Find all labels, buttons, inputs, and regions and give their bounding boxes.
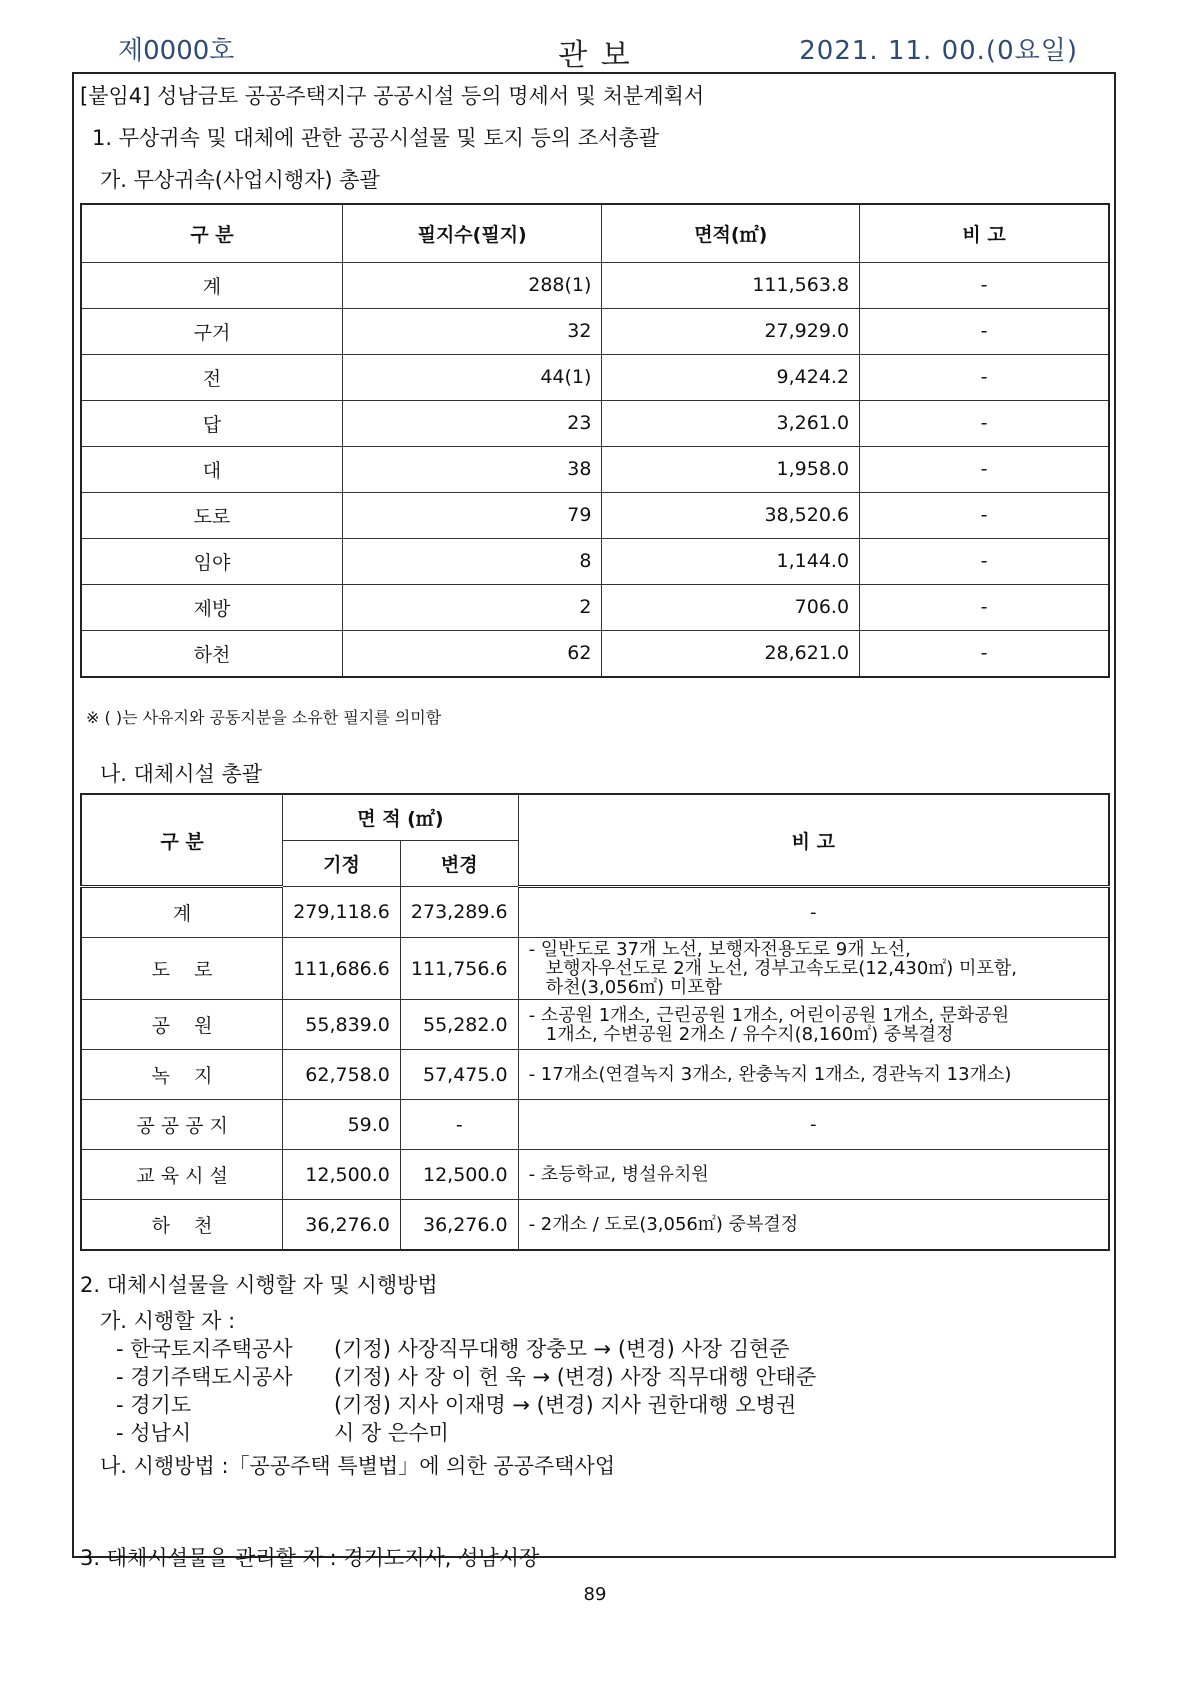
category-cell: 구거 [81, 308, 342, 354]
remark-cell: - [860, 630, 1109, 677]
table-header-row [81, 204, 1109, 262]
header-date: 2021. 11. 00.(0요일) [799, 36, 1078, 66]
remark-line: - 소공원 1개소, 근린공원 1개소, 어린이공원 1개소, 문화공원 [528, 1004, 1010, 1026]
executor-desc: 시 장 은수미 [334, 1421, 449, 1445]
category-cell: 녹 지 [81, 1050, 283, 1100]
remark-line: - 17개소(연결녹지 3개소, 완충녹지 1개소, 경관녹지 13개소) [528, 1064, 1012, 1085]
table-row [81, 584, 1109, 630]
page-number: 89 [583, 1584, 607, 1605]
table-row [81, 538, 1109, 584]
table-row [81, 262, 1109, 308]
category-cell: 도 로 [81, 938, 283, 1000]
remark-cell [518, 1150, 1109, 1200]
parcels-cell: 79 [342, 492, 602, 538]
remark-cell: - [860, 584, 1109, 630]
table-row [81, 492, 1109, 538]
after-area-cell: 55,282.0 [400, 1000, 518, 1050]
col-remark: 비 고 [860, 204, 1109, 262]
section2-sub-a: 가. 시행할 자 : [100, 1309, 236, 1333]
after-area-cell: - [400, 1100, 518, 1150]
col-after: 변경 [400, 841, 518, 887]
table-row [81, 1000, 1109, 1050]
table-row [81, 1200, 1109, 1251]
remark-line: - [810, 902, 817, 923]
after-area-cell: 57,475.0 [400, 1050, 518, 1100]
table-row [81, 1050, 1109, 1100]
remark-cell: - [860, 262, 1109, 308]
before-area-cell: 55,839.0 [283, 1000, 401, 1050]
before-area-cell: 279,118.6 [283, 887, 401, 938]
remark-cell [518, 1000, 1109, 1050]
category-cell: 계 [81, 262, 342, 308]
col-parcels: 필지수(필지) [342, 204, 602, 262]
parcels-cell: 8 [342, 538, 602, 584]
after-area-cell: 12,500.0 [400, 1150, 518, 1200]
parcels-cell: 32 [342, 308, 602, 354]
col-category: 구 분 [81, 794, 283, 887]
category-cell: 답 [81, 400, 342, 446]
after-area-cell: 273,289.6 [400, 887, 518, 938]
before-area-cell: 62,758.0 [283, 1050, 401, 1100]
section3-title: 3. 대체시설물을 관리할 자 : 경기도지사, 성남시장 [80, 1546, 540, 1570]
parcels-cell: 38 [342, 446, 602, 492]
after-area-cell: 36,276.0 [400, 1200, 518, 1251]
header-issue: 제0000호 [118, 36, 235, 66]
category-cell: 하 천 [81, 1200, 283, 1251]
parcels-cell: 288(1) [342, 262, 602, 308]
executor-org: - 경기도 [116, 1393, 192, 1417]
parcels-cell: 44(1) [342, 354, 602, 400]
remark-cell: - [860, 400, 1109, 446]
table-row [81, 938, 1109, 1000]
table-free-transfer [80, 203, 1110, 678]
before-area-cell: 12,500.0 [283, 1150, 401, 1200]
remark-line: 보행자우선도로 2개 노선, 경부고속도로(12,430㎡) 미포함, [528, 958, 1017, 979]
before-area-cell: 36,276.0 [283, 1200, 401, 1251]
parcels-cell: 2 [342, 584, 602, 630]
remark-cell: - [860, 446, 1109, 492]
table-a-note: ※ ( )는 사유지와 공동지분을 소유한 필지를 의미함 [86, 708, 442, 727]
remark-cell [518, 1200, 1109, 1251]
remark-line: 1개소, 수변공원 2개소 / 유수지(8,160㎡) 중복결정 [528, 1023, 954, 1045]
executor-org: - 경기주택도시공사 [116, 1365, 293, 1389]
header-title: 관 보 [558, 38, 632, 73]
table-row [81, 400, 1109, 446]
area-cell: 706.0 [602, 584, 860, 630]
attachment-title: [붙임4] 성남금토 공공주택지구 공공시설 등의 명세서 및 처분계획서 [80, 84, 705, 108]
remark-cell: - [860, 492, 1109, 538]
remark-cell [518, 887, 1109, 938]
area-cell: 111,563.8 [602, 262, 860, 308]
area-cell: 1,144.0 [602, 538, 860, 584]
category-cell: 제방 [81, 584, 342, 630]
table-row [81, 446, 1109, 492]
area-cell: 3,261.0 [602, 400, 860, 446]
section1-title: 1. 무상귀속 및 대체에 관한 공공시설물 및 토지 등의 조서총괄 [92, 126, 659, 150]
area-cell: 9,424.2 [602, 354, 860, 400]
remark-line: - [810, 1114, 817, 1135]
col-category: 구 분 [81, 204, 342, 262]
section1-sub-b: 나. 대체시설 총괄 [100, 762, 263, 786]
col-area: 면적(㎡) [602, 204, 860, 262]
executor-org: - 한국토지주택공사 [116, 1337, 293, 1361]
parcels-cell: 23 [342, 400, 602, 446]
area-cell: 28,621.0 [602, 630, 860, 677]
remark-line: - 초등학교, 병설유치원 [528, 1164, 709, 1185]
category-cell: 도로 [81, 492, 342, 538]
executor-org: - 성남시 [116, 1421, 192, 1445]
category-cell: 공 공 공 지 [81, 1100, 283, 1150]
after-area-cell: 111,756.6 [400, 938, 518, 1000]
table-replacement [80, 793, 1110, 1251]
table-row [81, 1150, 1109, 1200]
table-row [81, 1100, 1109, 1150]
table-row [81, 887, 1109, 938]
area-cell: 27,929.0 [602, 308, 860, 354]
executor-desc: (기정) 사장직무대행 장충모 → (변경) 사장 김현준 [334, 1337, 790, 1361]
remark-cell: - [860, 308, 1109, 354]
category-cell: 대 [81, 446, 342, 492]
area-cell: 38,520.6 [602, 492, 860, 538]
table-row [81, 308, 1109, 354]
col-before: 기정 [283, 841, 401, 887]
area-cell: 1,958.0 [602, 446, 860, 492]
category-cell: 하천 [81, 630, 342, 677]
remark-line: 하천(3,056㎡) 미포함 [528, 977, 722, 998]
category-cell: 전 [81, 354, 342, 400]
table-b-header-row1 [81, 794, 1109, 841]
before-area-cell: 111,686.6 [283, 938, 401, 1000]
category-cell: 계 [81, 887, 283, 938]
remark-cell: - [860, 354, 1109, 400]
parcels-cell: 62 [342, 630, 602, 677]
remark-cell [518, 1050, 1109, 1100]
section1-sub-a: 가. 무상귀속(사업시행자) 총괄 [100, 168, 380, 192]
category-cell: 임야 [81, 538, 342, 584]
executor-desc: (기정) 지사 이재명 → (변경) 지사 권한대행 오병권 [334, 1393, 797, 1417]
category-cell: 교 육 시 설 [81, 1150, 283, 1200]
col-remark: 비 고 [518, 794, 1109, 887]
table-row [81, 354, 1109, 400]
executor-desc: (기정) 사 장 이 헌 욱 → (변경) 사장 직무대행 안태준 [334, 1365, 817, 1389]
remark-line: - 2개소 / 도로(3,056㎡) 중복결정 [528, 1214, 799, 1235]
section2-sub-b: 나. 시행방법 :「공공주택 특별법」에 의한 공공주택사업 [100, 1454, 616, 1478]
col-area: 면 적 (㎡) [283, 794, 518, 841]
category-cell: 공 원 [81, 1000, 283, 1050]
before-area-cell: 59.0 [283, 1100, 401, 1150]
remark-cell [518, 938, 1109, 1000]
remark-line: - 일반도로 37개 노선, 보행자전용도로 9개 노선, [528, 939, 911, 960]
remark-cell: - [860, 538, 1109, 584]
table-row [81, 630, 1109, 677]
section2-title: 2. 대체시설물을 시행할 자 및 시행방법 [80, 1273, 438, 1297]
remark-cell [518, 1100, 1109, 1150]
